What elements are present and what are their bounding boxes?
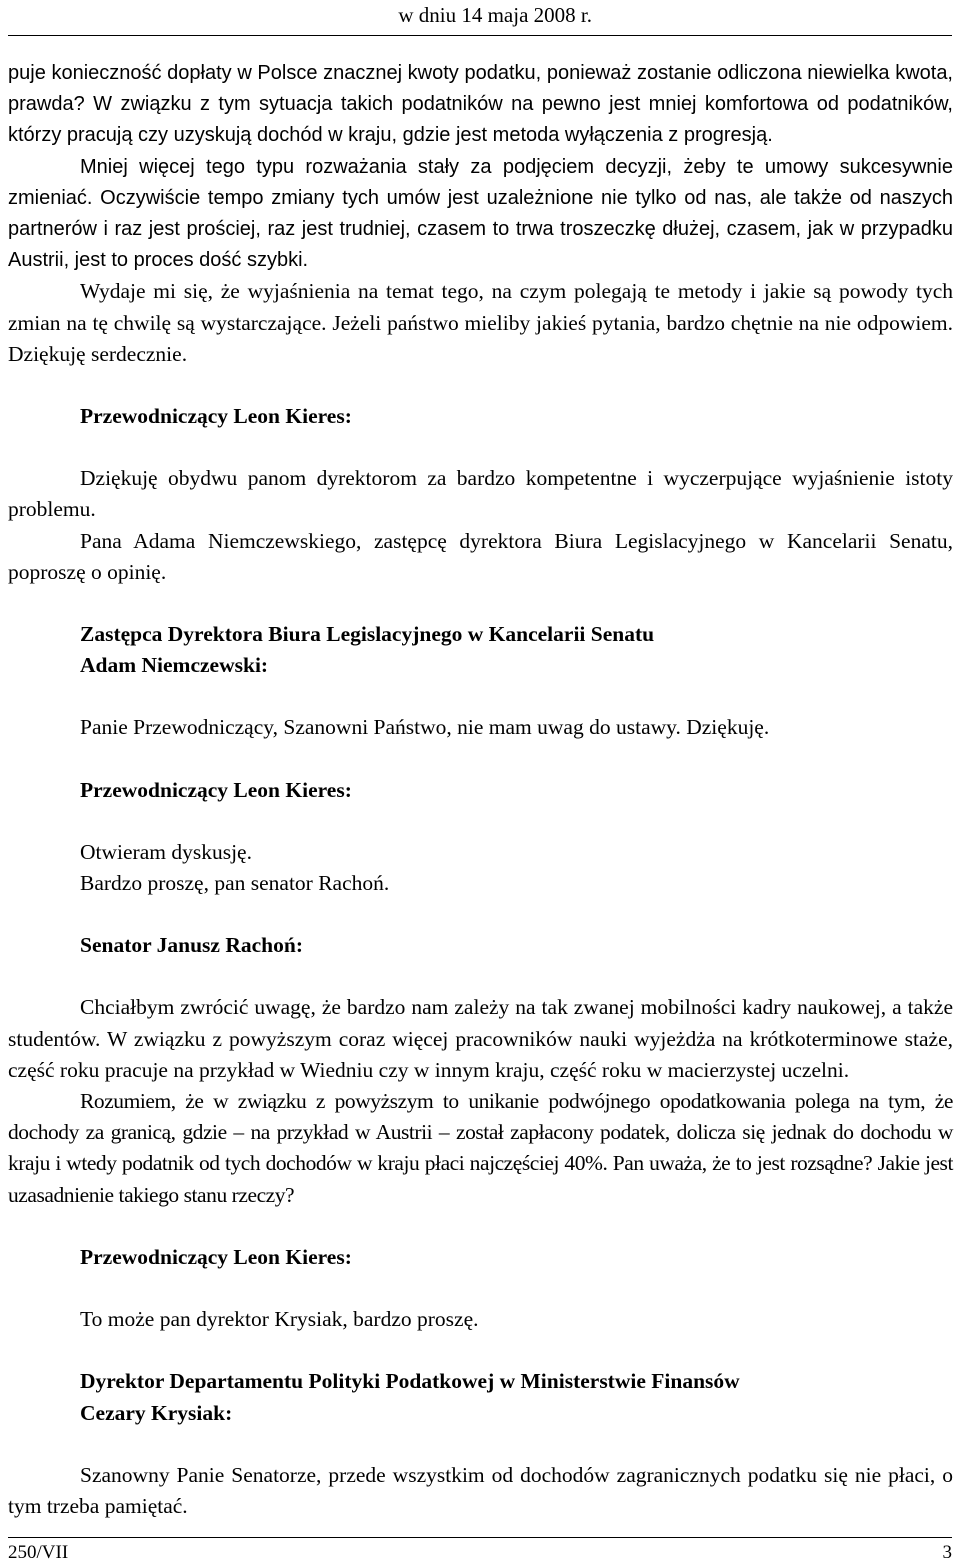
section-continuation — [8, 58, 953, 370]
speaker-name: Przewodniczący Leon Kieres: — [80, 404, 352, 429]
footer-rule — [8, 1537, 952, 1538]
page-number: 3 — [942, 1542, 952, 1563]
speaker-name: Zastępca Dyrektora Biura Legislacyjnego w Kancelarii Senatu — [80, 622, 655, 647]
paragraph: puje konieczność dopłaty w Polsce znacznej kwoty podatku, ponieważ zostanie odliczona niewielka kwota, prawda? W związku z tym sytuacja takich podatników na pewno jest mniej komfortowa od podatników, którzy pracują czy uzyskują dochód w kraju, gdzie jest metoda wyłączenia z progresją. — [8, 62, 953, 147]
paragraph: Panie Przewodniczący, Szanowni Państwo, nie mam uwag do ustawy. Dziękuję. — [80, 715, 770, 740]
paragraph: To może pan dyrektor Krysiak, bardzo proszę. — [80, 1307, 479, 1332]
speaker-name: Przewodniczący Leon Kieres: — [80, 777, 352, 802]
speaker-name: Dyrektor Departamentu Polityki Podatkowej w Ministerstwie Finansów — [80, 1369, 740, 1394]
header-rule — [8, 35, 952, 36]
paragraph: Szanowny Panie Senatorze, przede wszystkim od dochodów zagranicznych podatku się nie płaci, o tym trzeba pamiętać. — [8, 1462, 953, 1518]
paragraph: Mniej więcej tego typu rozważania stały za podjęciem decyzji, żeby te umowy sukcesywnie zmieniać. Oczywiście tempo zmiany tych umów jest uzależnione nie tylko od nas, ale także od naszych partnerów i raz jest prościej, raz jest trudniej, czasem to trwa troszeczkę dłużej, czasem, jak w przypadku Austrii, jest to proces dość szybki. — [8, 155, 953, 272]
paragraph: Dziękuję obydwu panom dyrektorom za bardzo kompetentne i wyczerpujące wyjaśnienie istoty problemu. — [8, 466, 953, 522]
paragraph: Rozumiem, że w związku z powyższym to unikanie podwójnego opodatkowania polega na tym, że dochody za granicą, gdzie – na przykład w Austrii – został zapłacony podatek, dolicza się jednak do dochodu w kraju i wtedy podatnik od tych dochodów w kraju płaci najczęściej 40%. Pan uważa, że to jest rozsądne? Jakie jest uzasadnienie takiego stanu rzeczy? — [8, 1089, 953, 1207]
paragraph: Chciałbym zwrócić uwagę, że bardzo nam zależy na tak zwanej mobilności kadry naukowej, a także studentów. W związku z powyższym coraz więcej pracowników nauki wyjeżdża na krótkoterminowe staże, część roku pracuje na przykład w Wiedniu czy w innym kraju, część roku w macierzystej uczelni. — [8, 995, 953, 1082]
section-speech — [8, 619, 953, 744]
section-speech — [8, 1242, 953, 1335]
speaker-name: Adam Niemczewski: — [80, 653, 269, 678]
paragraph: Wydaje mi się, że wyjaśnienia na temat tego, na czym polegają te metody i jakie są powody tych zmian na tę chwilę są wystarczające. Jeżeli państwo mieliby jakieś pytania, bardzo chętnie na nie odpowiem. Dziękuję serdecznie. — [8, 279, 953, 366]
speaker-name: Senator Janusz Rachoń: — [80, 933, 303, 958]
paragraph: Otwieram dyskusję. — [80, 839, 252, 864]
transcript-body — [8, 58, 953, 1522]
running-header-date: w dniu 14 maja 2008 r. — [398, 3, 592, 27]
speaker-name: Cezary Krysiak: — [80, 1400, 233, 1425]
section-speech — [8, 930, 953, 1211]
section-speech — [8, 775, 953, 900]
section-speech — [8, 401, 953, 588]
paragraph: Pana Adama Niemczewskiego, zastępcę dyrektora Biura Legislacyjnego w Kancelarii Senatu, poproszę o opinię. — [8, 528, 953, 584]
document-number: 250/VII — [8, 1542, 69, 1563]
paragraph: Bardzo proszę, pan senator Rachoń. — [80, 871, 390, 896]
speaker-name: Przewodniczący Leon Kieres: — [80, 1244, 352, 1269]
section-speech — [8, 1366, 953, 1522]
